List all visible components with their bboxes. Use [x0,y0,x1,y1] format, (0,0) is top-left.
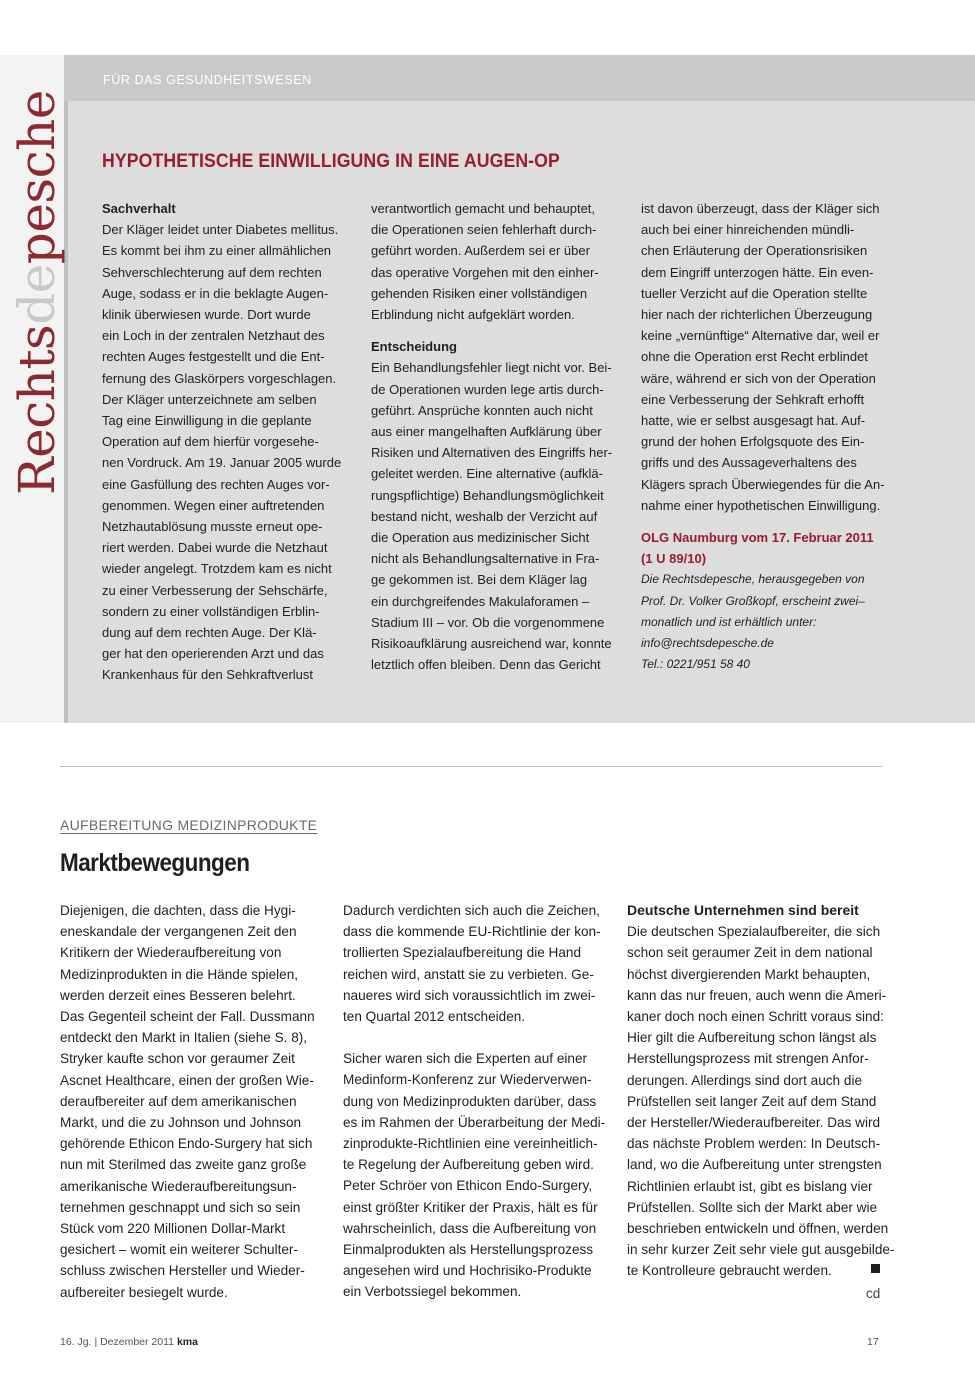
text-line: wahrscheinlich, dass die Aufbereitung von [343,1220,597,1236]
text-line: Prüfstellen seit langer Zeit auf dem Stand [627,1093,877,1109]
text-line: es im Rahmen der Überarbeitung der Medi- [343,1114,606,1130]
text-line: Ein Behandlungsfehler liegt nicht vor. Bei- [371,360,612,376]
text-line: ein durchgreifendes Makulaforamen – [371,593,590,609]
text-line: ohne die Operation erst Recht erblindet [641,349,868,365]
article-headline: HYPOTHETISCHE EINWILLIGUNG IN EINE AUGEN-OP [102,151,560,172]
text-line: kann das nur freuen, auch wenn die Ameri- [627,987,887,1003]
text-line: de Operationen wurden lege artis durch- [371,381,604,397]
text-line: riert werden. Dabei wurde die Netzhaut [102,540,328,556]
text-line: Die Rechtsdepesche, herausgegeben von [641,572,865,587]
column-text [343,900,605,1027]
text-line: bestand nicht, weshalb der Verzicht auf [371,508,598,524]
text-line: verantwortlich gemacht und behauptet, [371,201,596,216]
text-line: griffs und des Aussageverhaltens des [641,455,857,471]
text-line: rungspflichtige) Behandlungsmöglichkeit [371,487,604,503]
text-line: nahme einer hypothetischen Einwilligung. [641,497,881,513]
imprint [641,569,885,675]
text-line: monatlich und ist erhältlich unter: [641,614,817,629]
text-line: Ascnet Healthcare, einen der großen Wie- [60,1072,314,1088]
text-line: deraufbereiter auf dem amerikanischen [60,1093,297,1109]
article-column-2 [371,198,612,675]
text-line: Sehverschlechterung auf dem rechten [102,264,322,280]
text-line: werden derzeit eines Besseren belehrt. [60,987,296,1003]
text-line: Sicher waren sich die Experten auf einer [343,1051,588,1067]
text-line: kaner doch noch einen Schritt voraus sind: [627,1009,884,1025]
text-line: Prüfstellen. Sollte sich der Markt aber wie [627,1199,878,1215]
text-line: naueres wird sich voraussichtlich im zwei- [343,987,596,1003]
footer-brand: kma [176,1336,198,1348]
text-line: Erblindung nicht aufgeklärt worden. [371,307,575,323]
text-line: ist davon überzeugt, dass der Kläger sich [641,201,880,216]
text-line: klinik überwiesen wurde. Dort wurde [102,307,311,323]
text-line: rechten Auges festgestellt und die Ent- [102,349,325,365]
text-line: Risiken und Alternativen des Eingriffs her- [371,445,613,461]
text-line: aufbereiter besiegelt wurde. [60,1284,228,1300]
text-line: sondern zu einer vollständigen Erblin- [102,603,320,619]
text-line: Stadium III – vor. Ob die vorgenommene [371,614,605,630]
text-line: einst größter Kritiker der Praxis, hält es für [343,1199,598,1215]
text-line: hier nach der richterlichen Überzeugung [641,307,873,323]
text-line: geführt worden. Außerdem sei er über [371,243,590,259]
column-text [641,198,885,516]
column-text [627,921,894,1281]
text-line: ge gekommen ist. Bei dem Kläger lag [371,572,588,588]
text-line: OLG Naumburg vom 17. Februar 2011 [641,530,874,546]
text-line: ten Quartal 2012 entscheiden. [343,1009,526,1025]
section-divider [60,766,882,767]
article-column-3 [641,198,885,675]
text-line: Kritikern der Wiederaufbereitung von [60,945,282,961]
text-line: genommen. Wegen einer auftretenden [102,497,325,513]
text-line: te Regelung der Aufbereitung geben wird. [343,1157,594,1173]
end-of-article-mark [871,1264,880,1273]
footer-issue: 16. Jg. | Dezember 2011 [60,1336,175,1348]
text-line: te Kontrolleure gebraucht werden. [627,1263,832,1279]
article2-column-3 [627,900,894,1282]
text-line: auch bei einer hinreichenden mündli- [641,222,855,238]
text-line: Tag eine Einwilligung in die geplante [102,413,312,429]
text-line: Hier gilt die Aufbereitung schon längst als [627,1030,877,1046]
text-line: Markt, und die zu Johnson und Johnson [60,1115,302,1131]
text-line: zu einer Verbesserung der Sehschärfe, [102,582,328,598]
text-line: schluss zwischen Hersteller und Wieder- [60,1263,305,1279]
text-line: reichen wird, anstatt sie zu verbieten. Ge- [343,966,594,982]
text-line: Klägers sprach Überwiegendes für die An- [641,476,885,492]
column-text [102,219,341,685]
text-line: wäre, während er sich von der Operation [641,370,876,386]
column-text [343,1048,605,1302]
column-text [371,198,612,325]
text-line: Diejenigen, die dachten, dass die Hygi- [60,903,296,918]
article2-column-2 [343,900,605,1303]
text-line: Stryker kaufte schon vor geraumer Zeit [60,1051,295,1067]
text-line: eine Verbesserung der Sehkraft erhofft [641,391,865,407]
text-line: Herstellungsprozess mit strengen Anfor- [627,1051,869,1067]
text-line: chen Erläuterung der Operationsrisiken [641,243,868,259]
subhead-deutsche-unternehmen: Deutsche Unternehmen sind bereit [627,902,859,918]
text-line: tueller Verzicht auf die Operation stellte [641,285,868,301]
text-line: ger hat den operierenden Arzt und das [102,646,324,662]
text-line: geführt. Ansprüche konnten auch nicht [371,402,593,418]
text-line: Die deutschen Spezialaufbereiter, die sich [627,924,881,940]
text-line: nicht als Behandlungsalternative in Fra- [371,551,600,567]
text-line: Risikoaufklärung ausreichend war, konnte [371,636,612,652]
text-line: höchst divergierenden Markt behaupten, [627,966,871,982]
text-line: Prof. Dr. Volker Großkopf, erscheint zwei– [641,593,865,608]
text-line: die Operation aus medizinischer Sicht [371,530,590,546]
text-line: dung von Medizinprodukten darüber, dass [343,1093,597,1109]
text-line: in sehr kurzer Zeit sehr viele gut ausgebilde- [627,1242,895,1258]
text-line: gehörende Ethicon Endo-Surgery hat sich [60,1136,313,1152]
text-line: das nächste Problem werden: In Deutsch- [627,1136,881,1152]
text-line: Es kommt bei ihm zu einer allmählichen [102,243,332,259]
text-line: grund der hohen Erfolgsquote des Ein- [641,434,865,450]
author-initials: cd [866,1286,881,1301]
section-kicker: FÜR DAS GESUNDHEITSWESEN [103,73,312,87]
text-line: Einmalprodukten als Herstellungsprozess [343,1242,594,1258]
text-line: wieder angelegt. Trotzdem kam es nicht [102,561,332,577]
text-line: trollierten Spezialaufbereitung die Hand [343,945,582,961]
text-line: Netzhautablösung musste erneut ope- [102,519,323,535]
text-line: geleitet werden. Eine alternative (aufklä- [371,466,603,482]
text-line: ein Loch in der zentralen Netzhaut des [102,328,325,344]
text-line: Der Kläger leidet unter Diabetes mellitus. [102,222,339,238]
page-number: 17 [867,1336,879,1348]
column-text [371,357,612,675]
text-line: Dadurch verdichten sich auch die Zeichen, [343,903,600,918]
text-line: Peter Schröer von Ethicon Endo-Surgery, [343,1178,593,1194]
text-line: gehenden Risiken einer vollständigen [371,285,588,301]
text-line: fernung des Glaskörpers vorgeschlagen. [102,370,337,386]
text-line: dass die kommende EU-Richtlinie der kon- [343,924,601,940]
text-line: Auge, sodass er in die beklagte Augen- [102,285,329,301]
text-line: (1 U 89/10) [641,551,707,567]
article2-column-1 [60,900,315,1303]
text-line: entdeckt den Markt in Italien (siehe S. 8), [60,1030,308,1046]
text-line: beschrieben entwickeln und öffnen, werden [627,1221,889,1237]
text-line: zinprodukte-Richtlinien eine vereinheitlich- [343,1136,598,1152]
text-line: Richtlinien erlaubt ist, gibt es bislang vier [627,1178,873,1194]
text-line: keine „vernünftige“ Alternative dar, weil er [641,328,880,344]
rechtsdepesche-logo: Rechtsdepesche [8,90,66,495]
text-line: derungen. Allerdings sind dort auch die [627,1072,863,1088]
subhead-entscheidung: Entscheidung [371,339,457,355]
article-headline-2: Marktbewegungen [60,849,250,877]
text-line: Stück vom 220 Millionen Dollar-Markt [60,1221,286,1237]
text-line: eneskandale der vergangenen Zeit den [60,924,297,940]
text-line: amerikanische Wiederaufbereitungsun- [60,1178,297,1194]
text-line: Das Gegenteil scheint der Fall. Dussmann [60,1009,315,1025]
text-line: eine Gasfüllung des rechten Auges vor- [102,476,330,492]
text-line: der Hersteller/Wiederaufbereiter. Das wird [627,1115,881,1131]
text-line: Operation auf dem hierfür vorgesehe- [102,434,319,450]
text-line: nen Vordruck. Am 19. Januar 2005 wurde [102,455,342,471]
text-line: Medinform-Konferenz zur Wiederverwen- [343,1072,592,1088]
section-kicker-2: AUFBEREITUNG MEDIZINPRODUKTE [60,817,318,833]
text-line: ternehmen geschnappt und sich so sein [60,1199,301,1215]
text-line: info@rechtsdepesche.de [641,636,774,651]
text-line: angesehen wird und Hochrisiko-Produkte [343,1263,592,1279]
text-line: nun mit Sterilmed das zweite ganz große [60,1157,307,1173]
text-line: Medizinprodukten in die Hände spielen, [60,966,299,982]
text-line: Tel.: 0221/951 58 40 [641,657,750,672]
text-line: gesichert – womit ein weiterer Schulter- [60,1242,298,1258]
text-line: dung auf dem rechten Auge. Der Klä- [102,625,317,641]
text-line: die Operationen seien fehlerhaft durch- [371,222,597,238]
subhead-sachverhalt: Sachverhalt [102,201,176,216]
text-line: hatte, wie er selbst ausgesagt hat. Auf- [641,413,866,429]
footer-issue-info [60,1336,198,1348]
text-line: letztlich offen bleiben. Denn das Gericht [371,657,601,673]
text-line: aus einer mangelhaften Aufklärung über [371,424,602,440]
column-text [60,900,315,1303]
text-line: schon seit geraumer Zeit in dem national [627,945,873,961]
article-column-1 [102,198,341,686]
text-line: dem Eingriff unterzogen hätte. Ein even- [641,264,874,280]
text-line: Krankenhaus für den Sehkraftverlust [102,667,314,683]
court-reference [641,527,885,569]
text-line: ein Verbotssiegel bekommen. [343,1284,522,1300]
text-line: Der Kläger unterzeichnete am selben [102,391,317,407]
text-line: das operative Vorgehen mit den einher- [371,264,599,280]
text-line: land, wo die Aufbereitung unter strengsten [627,1157,882,1173]
